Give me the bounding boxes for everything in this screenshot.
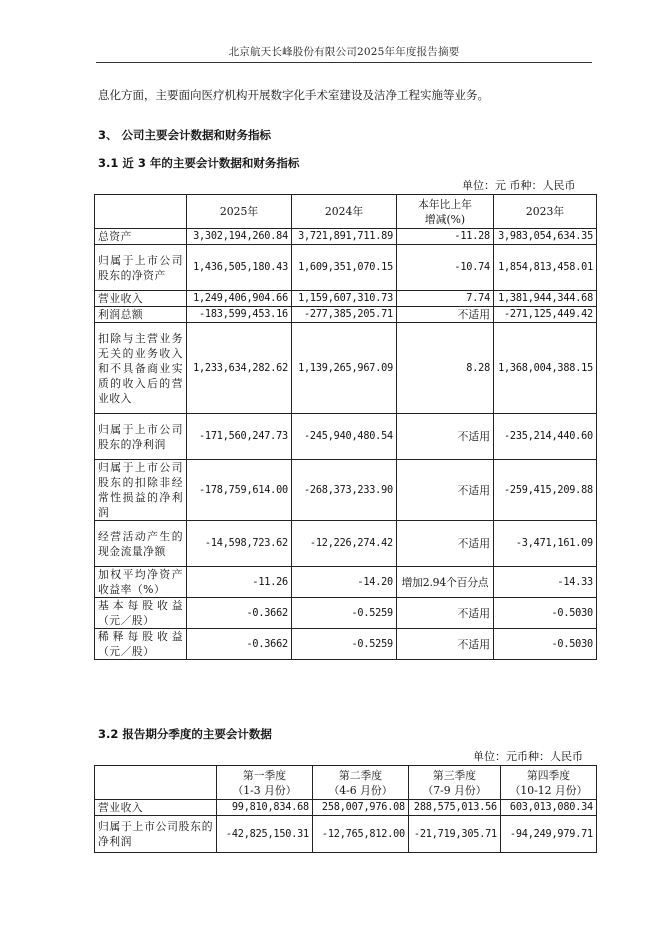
table-row <box>95 291 597 307</box>
cell-change: 不适用 <box>397 460 494 521</box>
cell-2023: -14.33 <box>494 567 597 598</box>
table-row <box>95 460 597 521</box>
cell-2025: 1,249,406,904.66 <box>187 291 292 307</box>
header-q1-line1: 第一季度 <box>242 768 287 782</box>
page-header: 北京航天长峰股份有限公司2025年年度报告摘要 <box>228 46 460 58</box>
table-row <box>95 414 597 460</box>
cell-2024: -14.20 <box>292 567 397 598</box>
cell-2025: 1,436,505,180.43 <box>187 245 292 291</box>
cell-2023: 3,983,054,634.35 <box>494 229 597 245</box>
row-label: 归属于上市公司股东的净资产 <box>95 245 187 291</box>
table-row <box>95 307 597 323</box>
cell-2023: 1,368,004,388.15 <box>494 323 597 414</box>
cell-2024: -268,373,233.90 <box>292 460 397 521</box>
header-divider <box>96 62 592 63</box>
cell-2023: 1,854,813,458.01 <box>494 245 597 291</box>
cell-2025: -0.3662 <box>187 629 292 660</box>
header-q4-line2: （10-12 月份） <box>509 783 588 797</box>
header-change-line1: 本年比上年 <box>418 197 472 211</box>
table-row <box>95 567 597 598</box>
header-q2-line2: （4-6 月份） <box>328 783 393 797</box>
cell-change: 不适用 <box>397 629 494 660</box>
table-row <box>95 800 597 816</box>
cell-change: 增加2.94个百分点 <box>397 567 494 598</box>
cell-change: 不适用 <box>397 414 494 460</box>
table-row <box>95 629 597 660</box>
cell-q4: -94,249,979.71 <box>501 816 597 853</box>
cell-2024: 1,609,351,070.15 <box>292 245 397 291</box>
row-label: 归属于上市公司股东的扣除非经常性损益的净利润 <box>95 460 187 521</box>
cell-2023: -235,214,440.60 <box>494 414 597 460</box>
cell-change: 不适用 <box>397 521 494 567</box>
table-row <box>95 245 597 291</box>
row-label: 营业收入 <box>95 291 187 307</box>
quarterly-data-table <box>94 765 597 853</box>
header-2024: 2024年 <box>292 195 397 229</box>
header-q1-line2: （1-3 月份） <box>232 783 297 797</box>
cell-q3: -21,719,305.71 <box>409 816 501 853</box>
cell-2024: -0.5259 <box>292 629 397 660</box>
section-3-1-heading: 3.1 近 3 年的主要会计数据和财务指标 <box>98 156 300 170</box>
table-1-unit: 单位：元 币种：人民币 <box>462 179 576 192</box>
cell-2025: -11.26 <box>187 567 292 598</box>
cell-change: -10.74 <box>397 245 494 291</box>
header-q4 <box>501 766 597 800</box>
cell-2025: -14,598,723.62 <box>187 521 292 567</box>
cell-2025: -171,560,247.73 <box>187 414 292 460</box>
cell-2024: 1,159,607,310.73 <box>292 291 397 307</box>
cell-2023: -259,415,209.88 <box>494 460 597 521</box>
cell-q1: -42,825,150.31 <box>217 816 313 853</box>
section-3-2-heading: 3.2 报告期分季度的主要会计数据 <box>98 727 272 741</box>
cell-2023: -0.5030 <box>494 598 597 629</box>
table-row <box>95 816 597 853</box>
cell-2025: -183,599,453.16 <box>187 307 292 323</box>
cell-change: 7.74 <box>397 291 494 307</box>
cell-2023: -3,471,161.09 <box>494 521 597 567</box>
header-q2 <box>313 766 409 800</box>
header-cell-blank <box>95 195 187 229</box>
row-label: 基本每股收益（元／股） <box>95 598 187 629</box>
cell-q3: 288,575,013.56 <box>409 800 501 816</box>
cell-2024: -12,226,274.42 <box>292 521 397 567</box>
table-row <box>95 521 597 567</box>
row-label: 经营活动产生的现金流量净额 <box>95 521 187 567</box>
row-label: 稀释每股收益（元／股） <box>95 629 187 660</box>
cell-2024: 3,721,891,711.89 <box>292 229 397 245</box>
table-row <box>95 229 597 245</box>
header-2023: 2023年 <box>494 195 597 229</box>
cell-2024: 1,139,265,967.09 <box>292 323 397 414</box>
cell-change: -11.28 <box>397 229 494 245</box>
cell-2023: 1,381,944,344.68 <box>494 291 597 307</box>
row-label: 营业收入 <box>95 800 217 816</box>
row-label: 加权平均净资产收益率（%） <box>95 567 187 598</box>
cell-change: 不适用 <box>397 307 494 323</box>
cell-q4: 603,013,080.34 <box>501 800 597 816</box>
cell-2025: -178,759,614.00 <box>187 460 292 521</box>
row-label: 总资产 <box>95 229 187 245</box>
table-row <box>95 323 597 414</box>
cell-2023: -0.5030 <box>494 629 597 660</box>
cell-2025: 3,302,194,260.84 <box>187 229 292 245</box>
row-label: 归属于上市公司股东的净利润 <box>95 816 217 853</box>
table-header-row <box>95 766 597 800</box>
intro-paragraph: 息化方面，主要面向医疗机构开展数字化手术室建设及洁净工程实施等业务。 <box>98 88 489 102</box>
table-header-row <box>95 195 597 229</box>
cell-q2: 258,007,976.08 <box>313 800 409 816</box>
cell-2024: -277,385,205.71 <box>292 307 397 323</box>
header-q1 <box>217 766 313 800</box>
header-change <box>397 195 494 229</box>
table-row <box>95 598 597 629</box>
header-q3-line2: （7-9 月份） <box>422 783 487 797</box>
row-label: 扣除与主营业务无关的业务收入和不具备商业实质的收入后的营业收入 <box>95 323 187 414</box>
table-2-unit: 单位：元币种：人民币 <box>473 750 583 763</box>
header-q3-line1: 第三季度 <box>432 768 477 782</box>
cell-2024: -245,940,480.54 <box>292 414 397 460</box>
header-change-line2: 增减(%) <box>424 212 466 226</box>
row-label: 归属于上市公司股东的净利润 <box>95 414 187 460</box>
section-3-heading: 3、 公司主要会计数据和财务指标 <box>98 128 272 142</box>
header-q4-line1: 第四季度 <box>526 768 571 782</box>
header-2025: 2025年 <box>187 195 292 229</box>
row-label: 利润总额 <box>95 307 187 323</box>
cell-q1: 99,810,834.68 <box>217 800 313 816</box>
header-q3 <box>409 766 501 800</box>
cell-change: 不适用 <box>397 598 494 629</box>
header-cell-blank <box>95 766 217 800</box>
cell-change: 8.28 <box>397 323 494 414</box>
annual-data-table <box>94 194 597 660</box>
cell-2023: -271,125,449.42 <box>494 307 597 323</box>
cell-2024: -0.5259 <box>292 598 397 629</box>
cell-q2: -12,765,812.00 <box>313 816 409 853</box>
cell-2025: 1,233,634,282.62 <box>187 323 292 414</box>
cell-2025: -0.3662 <box>187 598 292 629</box>
header-q2-line1: 第二季度 <box>338 768 383 782</box>
